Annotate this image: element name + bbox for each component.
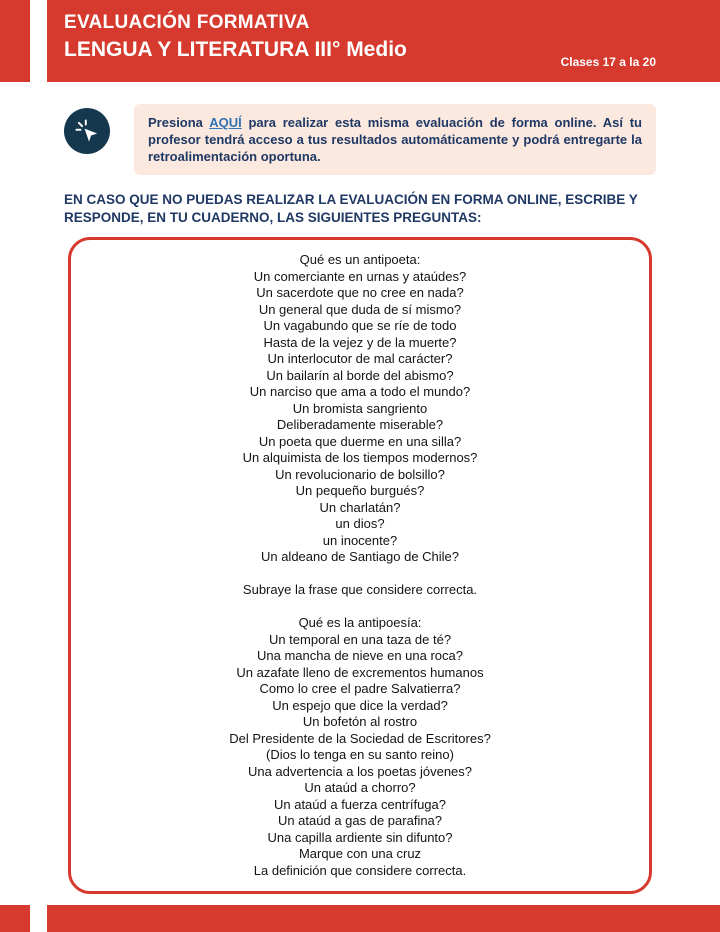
poem-line: La definición que considere correcta.: [253, 862, 467, 878]
poem-line: Un temporal en una taza de té?: [268, 631, 452, 647]
poem-line: Subraye la frase que considere correcta.: [242, 582, 478, 597]
header-title-line1: EVALUACIÓN FORMATIVA: [64, 12, 310, 33]
poem-line: Un alquimista de los tiempos modernos?: [242, 450, 478, 465]
poem-line: un dios?: [335, 516, 385, 531]
poem-line: Del Presidente de la Sociedad de Escritores?: [229, 730, 491, 746]
header-bar: [0, 0, 720, 82]
poem-line: Una advertencia a los poetas jóvenes?: [247, 763, 473, 779]
poem-line: Un bofetón al rostro: [302, 714, 418, 729]
poem-line: Una capilla ardiente sin difunto?: [267, 829, 453, 845]
poem-line: Un ataúd a chorro?: [304, 780, 416, 795]
poem-line: Qué es la antipoesía:: [298, 615, 422, 630]
header-white-stripe: [30, 0, 47, 82]
poem-line: Un pequeño burgués?: [295, 483, 425, 498]
poem-line: Un bromista sangriento: [292, 400, 428, 416]
mouse-click-icon: [64, 108, 110, 154]
offline-instructions: EN CASO QUE NO PUEDAS REALIZAR LA EVALUACIÓN EN FORMA ONLINE, ESCRIBE Y RESPONDE, EN TU CUADERNO, LAS SIGUIENTES PREGUNTAS:: [64, 192, 638, 225]
poem-line: Un espejo que dice la verdad?: [272, 697, 448, 713]
poem-line: Un interlocutor de mal carácter?: [267, 351, 453, 366]
poem-line: Un charlatán?: [319, 499, 401, 515]
poem-line: Una mancha de nieve en una roca?: [257, 648, 463, 663]
poem-line: (Dios lo tenga en su santo reino): [266, 747, 454, 762]
poem-line: Deliberadamente miserable?: [276, 417, 444, 432]
footer-white-stripe: [30, 905, 47, 932]
questions-box: [68, 237, 652, 894]
online-notice-row: [64, 104, 656, 175]
notice-text-pre: Presiona: [148, 115, 210, 130]
poem-line: [87, 599, 633, 616]
poem-line: Marque con una cruz: [298, 846, 422, 861]
poem-line: Un poeta que duerme en una silla?: [258, 433, 462, 449]
header-title-line2: LENGUA Y LITERATURA III° Medio: [64, 38, 407, 61]
poem-line: Un azafate lleno de excrementos humanos: [236, 664, 484, 680]
online-notice-box: [134, 104, 656, 175]
footer-bar: [0, 905, 720, 932]
poem-line: Un sacerdote que no cree en nada?: [256, 285, 464, 300]
poem-line: un inocente?: [322, 532, 398, 548]
poem-line: Un bailarín al borde del abismo?: [266, 367, 454, 383]
poem-line: [87, 566, 633, 583]
poem-line: Un ataúd a fuerza centrífuga?: [273, 796, 446, 812]
poem-line: Un vagabundo que se ríe de todo: [263, 318, 457, 333]
poem-line: Un narciso que ama a todo el mundo?: [249, 384, 471, 399]
notice-text-post: para realizar esta misma evaluación de forma online. Así tu profesor tendrá acceso a tus resultados automáticamente y podrá entregarte la retroalimentación oportuna.: [148, 115, 642, 164]
poem-line: Un aldeano de Santiago de Chile?: [260, 549, 460, 564]
poem-line: Un revolucionario de bolsillo?: [275, 466, 445, 482]
poem-line: Un ataúd a gas de parafina?: [277, 813, 443, 828]
poem-line: Un general que duda de sí mismo?: [258, 301, 462, 317]
poem-line: Un comerciante en urnas y ataúdes?: [253, 268, 467, 284]
poem-line: Qué es un antipoeta:: [299, 252, 421, 267]
classes-badge: Clases 17 a la 20: [560, 55, 656, 69]
poem-line: Hasta de la vejez y de la muerte?: [263, 334, 457, 350]
poem-line: Como lo cree el padre Salvatierra?: [259, 681, 461, 696]
online-evaluation-link[interactable]: AQUÍ: [209, 115, 242, 130]
